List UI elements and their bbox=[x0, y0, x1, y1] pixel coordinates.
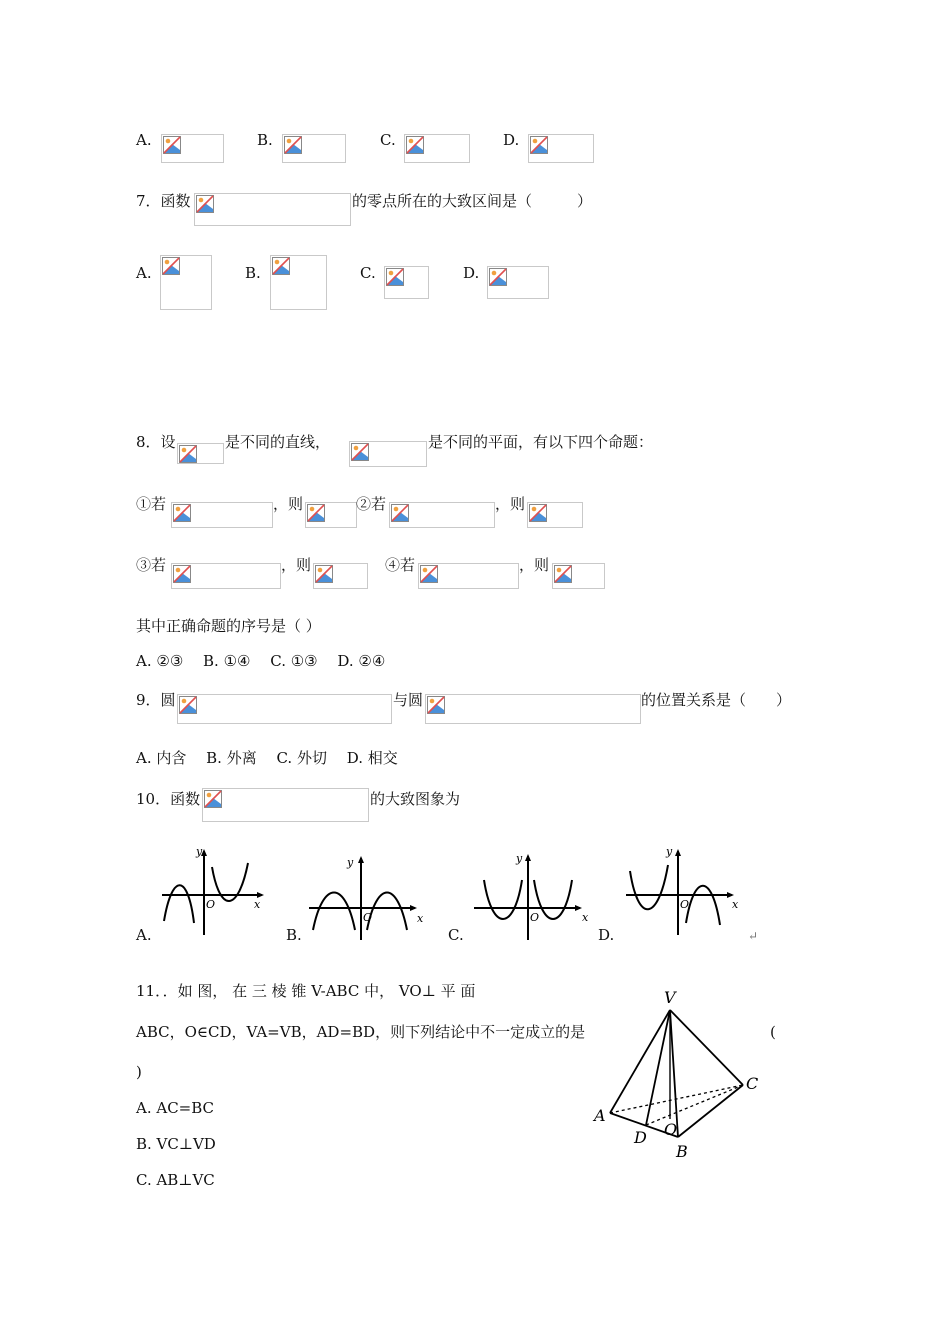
y-arrow bbox=[358, 856, 364, 863]
q8-p4-if: ④若 bbox=[385, 556, 416, 574]
curve bbox=[313, 893, 355, 931]
curve bbox=[164, 885, 194, 923]
q8-p1-result-image bbox=[305, 502, 357, 528]
q8-p4-then: ，则 bbox=[519, 556, 550, 574]
q8-suffix: 是不同的平面，有以下四个命题： bbox=[428, 433, 654, 451]
q7-option-c-image bbox=[384, 266, 429, 299]
q11-paren-close: ) bbox=[136, 1063, 142, 1081]
q8-prefix: 8．设 bbox=[136, 433, 176, 451]
broken-image-icon bbox=[284, 136, 302, 154]
origin-label: O bbox=[363, 911, 373, 924]
q7-prefix: 7．函数 bbox=[136, 192, 191, 210]
q9-prefix: 9．圆 bbox=[136, 691, 176, 709]
pyramid-diagram bbox=[588, 985, 778, 1163]
q6-option-a-image bbox=[161, 134, 224, 163]
broken-image-icon bbox=[196, 195, 214, 213]
q8-p2-if: ②若 bbox=[356, 495, 387, 513]
q10-option-d-label: D. bbox=[598, 926, 615, 944]
q7-suffix: 的零点所在的大致区间是（ ） bbox=[352, 192, 593, 210]
q9-suffix: 的位置关系是（ ） bbox=[641, 691, 792, 709]
broken-image-icon bbox=[386, 268, 404, 286]
q10-option-b-label: B. bbox=[286, 926, 302, 944]
q11-paren-open: ( bbox=[770, 1023, 776, 1041]
curve bbox=[367, 893, 407, 931]
origin-label: O bbox=[206, 898, 216, 911]
q10-suffix: 的大致图象为 bbox=[370, 790, 461, 808]
q10-function-image bbox=[202, 788, 369, 822]
y-label: y bbox=[666, 845, 673, 858]
x-label: x bbox=[582, 911, 589, 924]
label-d: D bbox=[634, 1128, 647, 1147]
y-arrow bbox=[525, 854, 531, 861]
edge-vb bbox=[670, 1010, 678, 1137]
x-arrow bbox=[575, 905, 582, 911]
q11-line1: 11．．如 图， 在 三 棱 锥 V-ABC 中， VO⊥ 平 面 bbox=[136, 982, 476, 1000]
q7-option-c-label: C. bbox=[360, 264, 376, 282]
q11-choice-a: A. AC=BC bbox=[136, 1099, 215, 1117]
curve bbox=[484, 880, 522, 919]
q6-option-d-image bbox=[528, 134, 594, 163]
q7-function-image bbox=[194, 193, 351, 226]
label-b: B bbox=[676, 1142, 688, 1161]
q8-p3-if: ③若 bbox=[136, 556, 167, 574]
broken-image-icon bbox=[179, 445, 197, 463]
q8-p4-condition-image bbox=[418, 563, 519, 589]
q8-p2-condition-image bbox=[389, 502, 495, 528]
q10-graph-b bbox=[305, 852, 430, 947]
broken-image-icon bbox=[204, 790, 222, 808]
q7-option-a-label: A. bbox=[136, 264, 152, 282]
q7-option-d-image bbox=[487, 266, 549, 299]
label-v: V bbox=[664, 988, 676, 1007]
q8-p2-result-image bbox=[527, 502, 583, 528]
label-a: A bbox=[594, 1106, 606, 1125]
q8-planes-image bbox=[349, 441, 427, 467]
broken-image-icon bbox=[529, 504, 547, 522]
label-o: O bbox=[664, 1120, 678, 1139]
origin-label: O bbox=[680, 898, 690, 911]
q7-option-b-label: B. bbox=[245, 264, 261, 282]
y-arrow bbox=[675, 849, 681, 856]
x-label: x bbox=[417, 912, 424, 925]
q10-option-a-label: A. bbox=[136, 926, 152, 944]
broken-image-icon bbox=[272, 257, 290, 275]
broken-image-icon bbox=[179, 696, 197, 714]
edge-vd bbox=[646, 1010, 670, 1125]
x-arrow bbox=[410, 905, 417, 911]
q10-option-c-label: C. bbox=[448, 926, 464, 944]
broken-image-icon bbox=[163, 136, 181, 154]
q6-option-d-label: D. bbox=[503, 131, 520, 149]
broken-image-icon bbox=[530, 136, 548, 154]
q8-p1-then: ，则 bbox=[273, 495, 304, 513]
q8-p3-then: ，则 bbox=[281, 556, 312, 574]
broken-image-icon bbox=[173, 565, 191, 583]
q8-choices: A. ②③ B. ①④ C. ①③ D. ②④ bbox=[136, 652, 386, 670]
q6-option-b-image bbox=[282, 134, 346, 163]
q8-p2-then: ，则 bbox=[495, 495, 526, 513]
return-mark: ↵ bbox=[748, 929, 759, 943]
q9-mid: 与圆 bbox=[393, 691, 424, 709]
x-label: x bbox=[254, 898, 261, 911]
broken-image-icon bbox=[420, 565, 438, 583]
q10-graph-a bbox=[158, 843, 273, 943]
q8-p1-condition-image bbox=[171, 502, 273, 528]
q9-circle1-image bbox=[177, 694, 392, 724]
edge-vc bbox=[670, 1010, 743, 1085]
broken-image-icon bbox=[307, 504, 325, 522]
broken-image-icon bbox=[489, 268, 507, 286]
edge-va bbox=[610, 1010, 670, 1113]
edge-bc bbox=[678, 1085, 743, 1137]
curve bbox=[686, 886, 720, 925]
broken-image-icon bbox=[427, 696, 445, 714]
broken-image-icon bbox=[162, 257, 180, 275]
q7-option-a-image bbox=[160, 255, 212, 310]
q8-p3-result-image bbox=[313, 563, 368, 589]
broken-image-icon bbox=[173, 504, 191, 522]
q9-circle2-image bbox=[425, 694, 641, 724]
broken-image-icon bbox=[351, 443, 369, 461]
q6-option-c-image bbox=[404, 134, 470, 163]
q8-p3-condition-image bbox=[171, 563, 281, 589]
y-label: y bbox=[347, 856, 354, 869]
q10-graph-d bbox=[622, 843, 747, 943]
q8-mid: 是不同的直线， bbox=[225, 433, 331, 451]
broken-image-icon bbox=[391, 504, 409, 522]
q7-option-d-label: D. bbox=[463, 264, 480, 282]
q8-ask: 其中正确命题的序号是（ ） bbox=[136, 617, 321, 635]
curve bbox=[630, 865, 668, 909]
label-c: C bbox=[746, 1074, 759, 1093]
q6-option-a-label: A. bbox=[136, 131, 152, 149]
x-label: x bbox=[732, 898, 739, 911]
y-label: y bbox=[516, 852, 523, 865]
q8-lines-image bbox=[177, 443, 224, 464]
q10-prefix: 10．函数 bbox=[136, 790, 201, 808]
q9-choices: A. 内含 B. 外离 C. 外切 D. 相交 bbox=[136, 749, 398, 767]
q6-option-b-label: B. bbox=[257, 131, 273, 149]
broken-image-icon bbox=[315, 565, 333, 583]
broken-image-icon bbox=[406, 136, 424, 154]
q8-p1-if: ①若 bbox=[136, 495, 167, 513]
q11-choice-c: C. AB⊥VC bbox=[136, 1171, 215, 1189]
q8-p4-result-image bbox=[552, 563, 605, 589]
q6-option-c-label: C. bbox=[380, 131, 396, 149]
broken-image-icon bbox=[554, 565, 572, 583]
origin-label: O bbox=[530, 911, 540, 924]
y-label: y bbox=[196, 845, 203, 858]
edge-dc bbox=[646, 1085, 743, 1125]
q11-line2: ABC，O∈CD，VA=VB，AD=BD，则下列结论中不一定成立的是 bbox=[136, 1023, 586, 1041]
q7-option-b-image bbox=[270, 255, 327, 310]
q11-choice-b: B. VC⊥VD bbox=[136, 1135, 216, 1153]
q10-graph-c bbox=[470, 848, 595, 946]
curve bbox=[534, 880, 572, 919]
